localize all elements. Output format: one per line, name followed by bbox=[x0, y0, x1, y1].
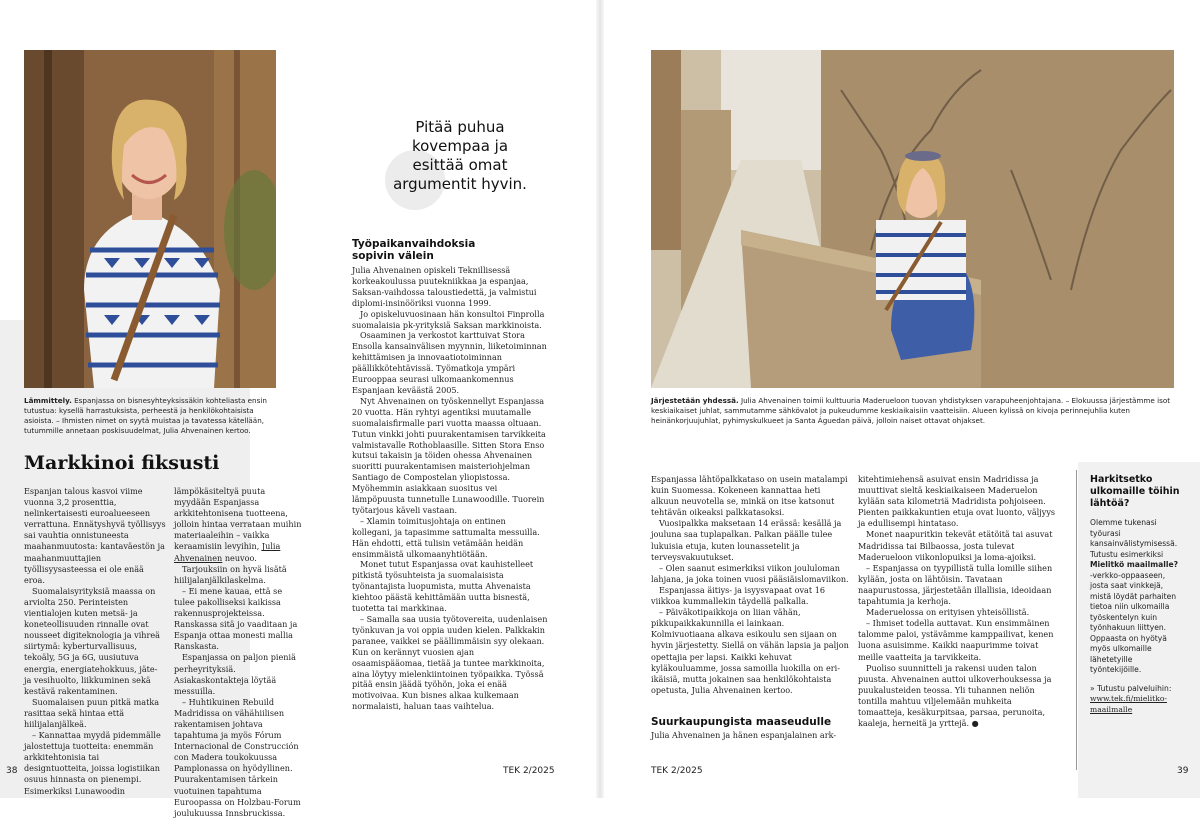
paragraph: Vuosipalkka maksetaan 14 erässä: kesällä ja jouluna saa tuplapalkan. Palkan päälle tulee lukuisia etuja, kuten lounassetelit ja terveysvakuutukset. bbox=[651, 518, 842, 562]
paragraph: Monet naapuritkin tekevät etätöitä tai asuvat Madridissa tai Bilbaossa, josta tulevat Maderueloon viikonlopuiksi ja loma-ajoiksi. bbox=[858, 529, 1053, 562]
paragraph: – Xlamin toimitusjohtaja on entinen kollegani, ja tapasimme sattumalta messuilla. Hän ehdotti, että tulisin vetämään heidän ensimmäistä ulkomaanyhtiötään. bbox=[352, 515, 540, 559]
paragraph: Espanjassa on paljon pieniä perheyrityksiä. Asiakaskontakteja löytää messuilla. bbox=[174, 652, 296, 696]
sidebar-title: Harkitsetko ulkomaille töihin lähtöä? bbox=[1090, 474, 1180, 509]
paragraph: Julia Ahvenainen opiskeli Teknillisessä korkeakoulussa puutekniikkaa ja espanjaa, Saksan-vaihdossa taloustiedettä, ja valmistui diplomi-insinööriksi vuonna 1999. bbox=[352, 265, 537, 308]
left-column-2 bbox=[174, 486, 304, 819]
sidebar-divider bbox=[1076, 470, 1077, 770]
left-column-3 bbox=[352, 265, 548, 712]
section-heading: Markkinoi fiksusti bbox=[24, 452, 220, 474]
right-column-1-end bbox=[651, 730, 849, 741]
paragraph: kitehtimiehensä asuivat ensin Madridissa ja muuttivat sieltä keskiaikaiseen Maderuelon kylään sata kilometriä Madridista pohjoiseen. Pienten paikkakuntien etuja ovat luonto, väljyys ja edullisempi hintataso. bbox=[858, 474, 1056, 529]
portrait-photo bbox=[24, 50, 276, 388]
magazine-issue-right: TEK 2/2025 bbox=[651, 766, 703, 776]
sidebar-text bbox=[1090, 518, 1180, 676]
pull-quote bbox=[360, 118, 560, 194]
paragraph: Maderuelossa on erityisen yhteisöllistä. bbox=[866, 607, 1030, 618]
pull-quote-line: kovempaa ja bbox=[411, 137, 509, 155]
arrow-icon: » bbox=[1090, 683, 1095, 693]
subheading-line: Työpaikanvaihdoksia bbox=[352, 238, 476, 250]
paragraph: Suomalaisen puun pitkä matka rasittaa sekä hintaa että hiilijalanjälkeä. bbox=[24, 696, 160, 729]
paragraph: Tarjouksiin on hyvä lisätä hiilijalanjälkilaskelma. bbox=[174, 563, 287, 585]
paragraph: Jo opiskeluvuosinaan hän konsultoi Finprolla suomalaisia pk-yrityksiä Saksan markkinoista. bbox=[352, 308, 545, 330]
magazine-issue-left: TEK 2/2025 bbox=[503, 766, 555, 776]
village-illustration bbox=[651, 50, 1174, 388]
paragraph: Puoliso suunnitteli ja rakensi uuden talon puusta. Ahvenainen auttoi ulkoverhouksessa ja puukalusteiden teossa. Yli tuhannen neliön tontilla mahtuu viljelemään muhkeita tomaatteja, kesäkurpitsaa, parsaa, perunoita, kaaleja, herneitä ja yrttejä. ● bbox=[858, 662, 1052, 729]
sidebar-link-block bbox=[1090, 684, 1180, 716]
sidebar-text-a: Olemme tukenasi työurasi kansainvälistymisessä. Tutustu esimerkiksi bbox=[1090, 518, 1178, 559]
paragraph bbox=[174, 486, 304, 564]
paragraph: – Ei mene kauaa, että se tulee pakolliseksi kaikissa rakennusprojekteissa. Ranskassa sitä jo vaaditaan ja Espanja ottaa monesti mallia Ranskasta. bbox=[174, 585, 298, 652]
subheading-1 bbox=[352, 238, 552, 262]
right-column-1 bbox=[651, 474, 849, 696]
photo2-caption-text: Julia Ahvenainen toimii kulttuuria Maderueloon tuovan yhdistyksen varapuheenjohtajana. – Elokuussa järjestämme isot keskiaikaiset juhlat, sammutamme sähkövalot ja pukeudumme keskiaikaisiin vaatteisiin. Alueen kylissä on kivoja perinnejuhlia kuten heinänkorjuujuhlat, pyhimyskulkueet ja Santa Águedan päivä, jolloin naiset ottavat ohjakset. bbox=[651, 396, 1171, 425]
sidebar-link-lead: Tutustu palveluihin: bbox=[1097, 683, 1172, 693]
paragraph: Julia Ahvenainen ja hänen espanjalainen ark- bbox=[651, 730, 837, 740]
left-column-1 bbox=[24, 486, 166, 797]
paragraph: – Samalla saa uusia työtovereita, uudenlaisen työnkuvan ja voi oppia uuden kielen. Palkkakin paranee, vaikkei se päällimmäisin syy olekaan. Kun on kerännyt vuosien ajan osaamispääomaa, tietää ja tuntee markkinoita, aina löytyy mielenkiintoinen työpaikka. Työssä pitää ensin jäädä työhön, joka ei enää motivoivaa. Kun bisnes alkaa kulkemaan normalaisti, haluan taas vaihtelua. bbox=[352, 614, 548, 712]
page-number-left: 38 bbox=[6, 766, 18, 776]
paragraph-text: lämpökäsiteltyä puuta myydään Espanjassa arkkitehtonisena tuotteena, jolloin hintaa verrataan muihin materiaaleihin – vaikka keraamisiin levyihin, bbox=[174, 486, 302, 552]
paragraph: – Espanjassa on tyypillistä tulla lomille siihen kylään, josta on lähtöisin. Tavataan naapurustossa, järjestetään illallisia, ideoidaan tapahtumia ja kerhoja. bbox=[858, 562, 1053, 607]
paragraph: – Kannattaa myydä pidemmälle jalostettuja tuotteita: enemmän arkkitehtonisia tai designtuotteita, joissa logistiikan osuus hinnasta on pienempi. Esimerkiksi Lunawoodin bbox=[24, 730, 161, 796]
paragraph: Osaaminen ja verkostot karttuivat Stora Ensolla kansainvälisen myynnin, liiketoiminnan kehittämisen ja innovaatiotoiminnan päällikkötehtävissä. Työmatkoja ympäri Eurooppaa seurasi ulkomaankomennus Espanjaan keväästä 2005. bbox=[352, 330, 547, 395]
info-sidebar bbox=[1090, 474, 1180, 715]
photo1-caption-lead: Lämmittely. bbox=[24, 396, 72, 405]
paragraph-text: neuvoo. bbox=[222, 552, 257, 563]
spine-gutter bbox=[596, 0, 604, 798]
paragraph: Monet tutut Espanjassa ovat kauhistelleet pitkistä työsuhteista ja suomalaisista työnantajista luopumista, mutta Ahvenaista kiehtoo päästä kehittämään uutta bisnestä, tuotetta tai markkinaa. bbox=[352, 559, 534, 614]
paragraph: – Olen saanut esimerkiksi viikon joululoman lahjana, ja joka toinen vuosi pääsiäislomaviikon. bbox=[651, 562, 849, 584]
village-photo bbox=[651, 50, 1174, 388]
page-number-right: 39 bbox=[1177, 766, 1189, 776]
pull-quote-line: argumentit hyvin. bbox=[393, 175, 527, 193]
photo1-caption-text: Espanjassa on bisnesyhteyksissäkin kohteliasta ensin tutustua: kysellä harrastuksista, perheestä ja henkilökohtaisista asioista. – Ihmisten nimet on syytä muistaa ja tavatessa kätellään, tutummille annetaan poskisuudelmat, Julia Ahvenainen kertoo. bbox=[24, 396, 267, 435]
paragraph: – Päiväkotipaikkoja on liian vähän, pikkupaikkakunnilla ei lainkaan. Kolmivuotiaana alkava esikoulu sen sijaan on hyvin järjestetty. Siellä on vähän lapsia ja paljon opettajia per lapsi. Kaikki kehuvat kyläkouluamme, jossa samoilla luokilla on eri-ikäisiä, mutta jokainen saa henkilökohtaista opetusta, Julia Ahvenainen kertoo. bbox=[651, 607, 849, 695]
sidebar-text-b: -verkko-oppaaseen, josta saat vinkkejä, mistä löydät parhaiten tietoa niin ulkomailla työskentelyn kuin työnhakuun liittyen. Oppaasta on hyötyä myös ulkomaille lähetetyille työntekijöille. bbox=[1090, 570, 1177, 674]
paragraph: – Huhtikuinen Rebuild Madridissa on vähähiilisen rakentamisen johtava tapahtuma ja myös Fórum Internacional de Construcción con Madera toukokuussa Pamplonassa on hyödyllinen. Puurakentamisen tärkein vuotuinen tapahtuma Euroopassa on Holzbau-Forum joulukuussa Innsbruckissa. bbox=[174, 696, 301, 818]
subheading-line: sopivin välein bbox=[352, 250, 434, 262]
person-name-link[interactable]: Julia Ahvenainen bbox=[174, 541, 281, 563]
paragraph: Espanjassa äitiys- ja isyysvapaat ovat 16 viikkoa kummallekin täydellä palkalla. bbox=[651, 584, 826, 607]
sidebar-link[interactable]: www.tek.fi/mielitko-maailmalle bbox=[1090, 694, 1167, 714]
paragraph: Suomalaisyrityksiä maassa on arviolta 250. Perinteisten vientialojen kuten metsä- ja koneteollisuuden rinnalle ovat nousseet digiteknologia ja vihreä siirtymä: kyberturvallisuus, tekoäly, 5G ja 6G, uusiutuva energia, energiatehokkuus, jäte- ja vesihuolto, liikkuminen sekä kestävä rakentaminen. bbox=[24, 585, 160, 696]
paragraph: Nyt Ahvenainen on työskennellyt Espanjassa 20 vuotta. Hän ryhtyi agentiksi muutamalle suomalaisfirmalle pari vuotta maassa oltuaan. Tutun vinkki johti puurakentamisen tarvikkeita valmistavalle Rothoblaasille. Sitten Stora Enso kutsui takaisin ja töiden ohessa Ahvenainen suoritti puurakentamisen maisteriohjelman Santiago de Compostelan yliopistossa. Myöhemmin asiakkaan suositus vei lämpöpuusta tunnetulle Lunawoodille. Tuorein työtarjous käveli vastaan. bbox=[352, 395, 546, 515]
pull-quote-line: Pitää puhua bbox=[415, 118, 505, 136]
photo2-caption bbox=[651, 396, 1174, 426]
paragraph: – Ihmiset todella auttavat. Kun ensimmäinen talomme paloi, ystävämme kamppailivat, kenen luona asuisimme. Kaikki naapurimme toivat meille vaatteita ja tarvikkeita. bbox=[858, 618, 1054, 662]
portrait-illustration bbox=[24, 50, 276, 388]
pull-quote-line: esittää omat bbox=[412, 156, 508, 174]
paragraph: Espanjassa lähtöpalkkataso on usein matalampi kuin Suomessa. Kokeneen kannattaa heti alkuun neuvotella se, minkä on itse katsonut tehtävän oikeaksi palkkatasoksi. bbox=[651, 474, 848, 518]
right-column-2 bbox=[858, 474, 1058, 729]
sidebar-guide-name: Mielitkö maailmalle? bbox=[1090, 560, 1179, 569]
subheading-2: Suurkaupungista maaseudulle bbox=[651, 716, 832, 728]
photo1-caption bbox=[24, 396, 276, 436]
paragraph: Espanjan talous kasvoi viime vuonna 3,2 prosenttia, nelinkertaisesti euroalueeseen verrattuna. Ennätyshyvä työllisyys sai vauhtia onnistuneesta maahanmuutosta: kantaväestön ja maahanmuuttajien työllisyysasteessa ei ole enää eroa. bbox=[24, 486, 166, 585]
photo2-caption-lead: Järjestetään yhdessä. bbox=[651, 396, 739, 405]
